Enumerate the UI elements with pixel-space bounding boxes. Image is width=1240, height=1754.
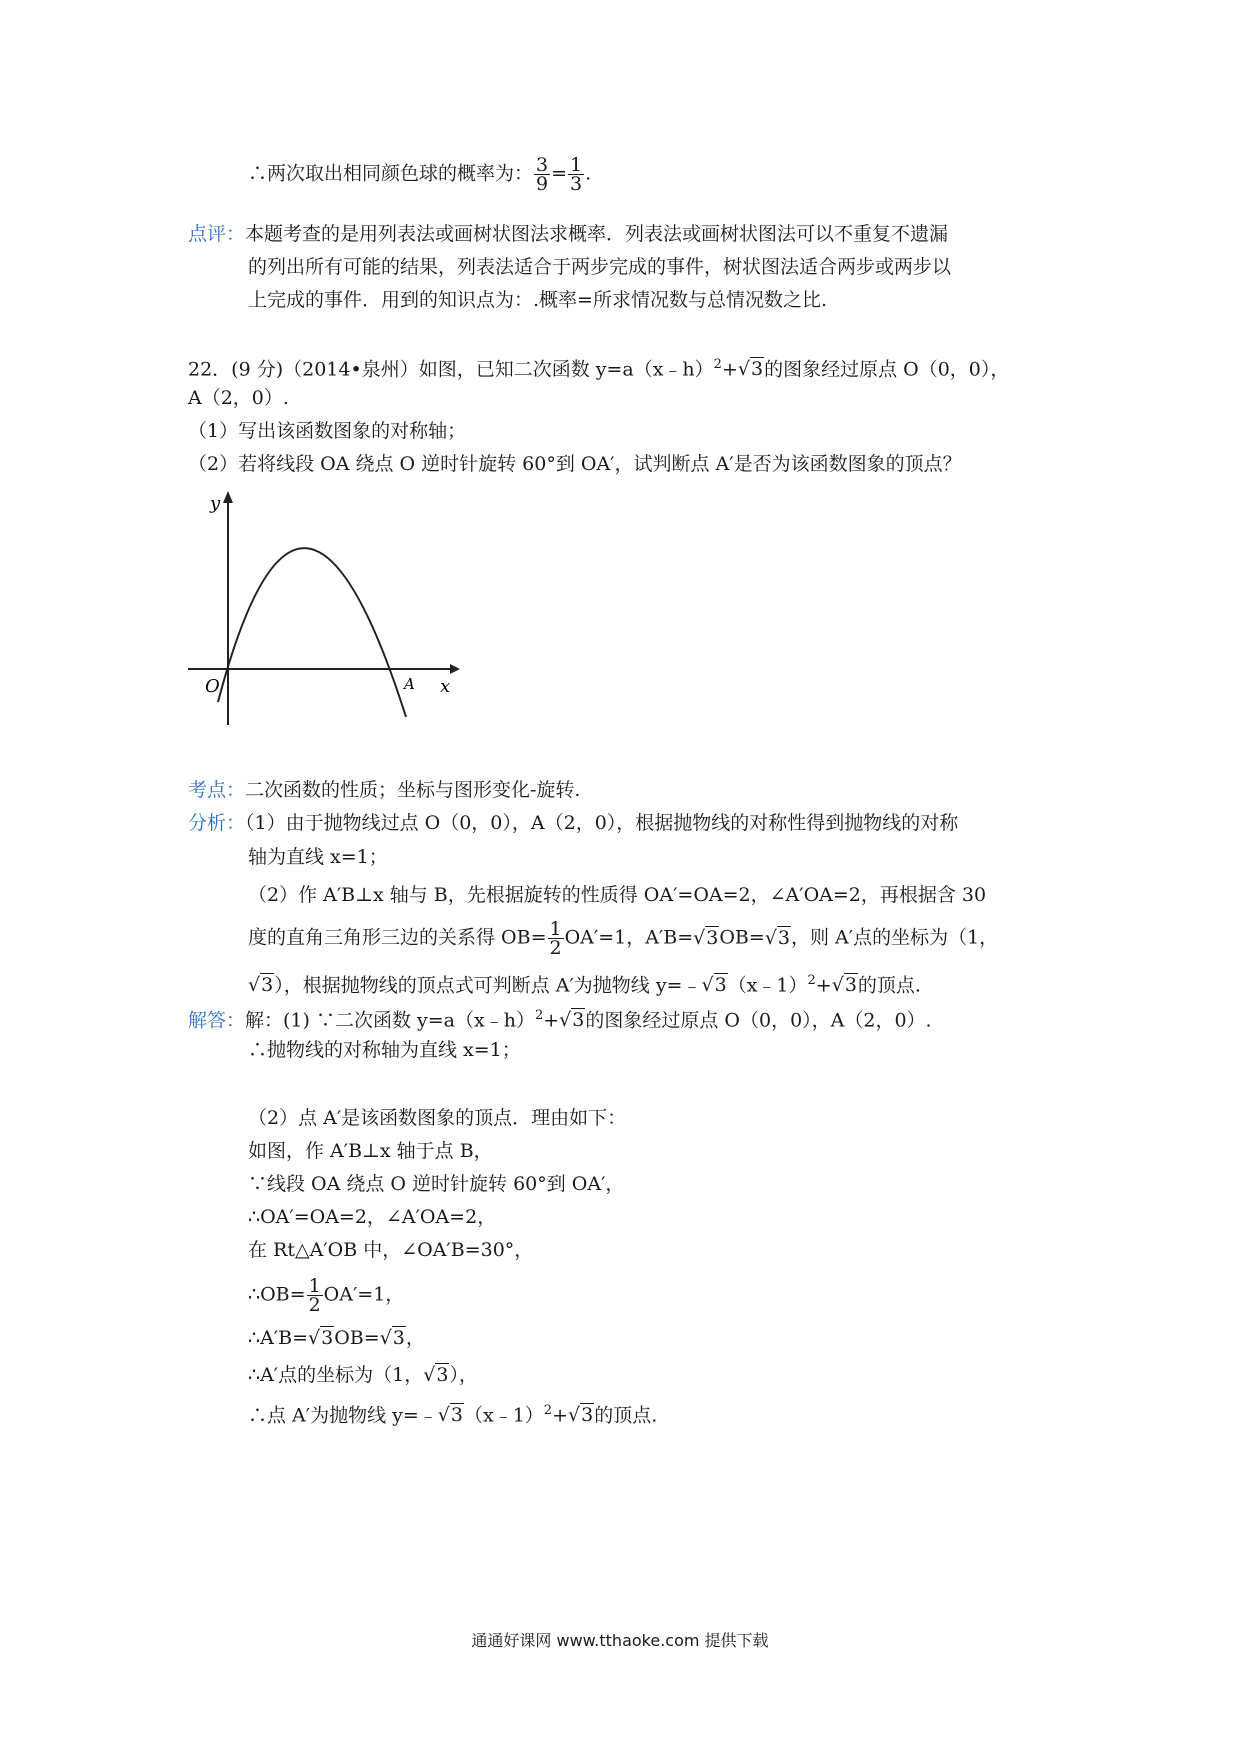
jieda-line-1: 解答：解：(1) ∵二次函数 y=a（x﹣h）$^2$+√3的图象经过原点 O（0，0），A（2，0）. <box>188 1001 932 1035</box>
sqrt-3: √3 <box>423 1364 449 1386</box>
sqrt-3: √3 <box>693 926 719 949</box>
sqrt-3: √3 <box>568 1404 594 1427</box>
x-axis-label: x <box>440 676 451 697</box>
jieda-line-10: ∴A′点的坐标为（1，√3）， <box>248 1360 478 1390</box>
y-axis-arrow <box>223 491 233 503</box>
jieda-line-9: ∴A′B=√3OB=√3， <box>248 1323 425 1353</box>
parabola-curve <box>218 548 406 717</box>
sqrt-3: √3 <box>831 974 857 997</box>
sqrt-3: √3 <box>437 1404 463 1427</box>
point-a-label: A <box>404 675 415 693</box>
sqrt-3: √3 <box>308 1327 334 1349</box>
fraction-one-half: $\frac{1}{2}$ <box>549 918 562 959</box>
jieda-line-4: 如图，作 A′B⊥x 轴于点 B， <box>248 1140 493 1162</box>
problem-statement-line-2: A（2，0）. <box>188 387 289 409</box>
jieda-line-3: （2）点 A′是该函数图象的顶点．理由如下： <box>248 1107 627 1129</box>
fenxi-line-4: 度的直角三角形三边的关系得 OB= $\frac{1}{2}$ OA′=1，A′B=√3OB=√3，则 A′点的坐标为（1， <box>248 918 999 959</box>
fraction-1-3: $\frac{1}{3}$ <box>570 154 583 195</box>
footer-source: 通通好课网 www.tthaoke.com 提供下载 <box>471 1631 769 1650</box>
sqrt-3: √3 <box>737 358 764 381</box>
parabola-figure <box>188 487 460 727</box>
sqrt-3: √3 <box>559 1009 585 1032</box>
fenxi-line-3: （2）作 A′B⊥x 轴与 B，先根据旋转的性质得 OA′=OA=2，∠A′OA=2，再根据含 30 <box>248 884 987 906</box>
jieda-line-2: ∴抛物线的对称轴为直线 x=1； <box>248 1039 521 1061</box>
jieda-line-7: 在 Rt△A′OB 中，∠OA′B=30°， <box>248 1239 534 1261</box>
jieda-tag: 解答： <box>188 1009 246 1032</box>
sqrt-3: √3 <box>248 974 274 997</box>
review-line-2: 的列出所有可能的结果，列表法适合于两步完成的事件，树状图法适合两步或两步以 <box>248 256 952 278</box>
review-tag: 点评： <box>188 223 246 245</box>
question-2: （2）若将线段 OA 绕点 O 逆时针旋转 60°到 OA′，试判断点 A′是否为该函数图象的顶点？ <box>188 453 962 475</box>
fenxi-line-5: √3），根据抛物线的顶点式可判断点 A′为抛物线 y=﹣√3（x﹣1）$^2$+√3的顶点. <box>248 966 921 1000</box>
fenxi-tag: 分析： <box>188 812 246 834</box>
jieda-line-11: ∴点 A′为抛物线 y=﹣√3（x﹣1）$^2$+√3的顶点. <box>248 1396 657 1430</box>
kaodian-line: 考点：二次函数的性质；坐标与图形变化-旋转. <box>188 779 581 801</box>
fraction-3-9: $\frac{3}{9}$ <box>536 154 549 195</box>
question-1: （1）写出该函数图象的对称轴； <box>188 420 467 442</box>
problem-statement-line-1: 22．(9 分)（2014•泉州）如图，已知二次函数 y=a（x﹣h）$^2$+√3的图象经过原点 O（0，0）， <box>188 350 1009 384</box>
origin-label: O <box>205 676 220 697</box>
fenxi-line-1: 分析：（1）由于抛物线过点 O（0，0），A（2，0），根据抛物线的对称性得到抛物线的对称 <box>188 812 959 834</box>
review-line-3: 上完成的事件．用到的知识点为：.概率=所求情况数与总情况数之比. <box>248 289 828 311</box>
jieda-line-6: ∴OA′=OA=2，∠A′OA=2， <box>248 1206 497 1228</box>
review-line-1: 点评：本题考查的是用列表法或画树状图法求概率．列表法或画树状图法可以不重复不遗漏 <box>188 223 949 245</box>
sqrt-3: √3 <box>701 974 727 997</box>
fenxi-line-2: 轴为直线 x=1； <box>248 846 388 868</box>
sqrt-3: √3 <box>379 1327 405 1349</box>
jieda-line-8: ∴OB= $\frac{1}{2}$ OA′=1， <box>248 1275 405 1316</box>
x-axis-arrow <box>450 664 460 674</box>
sqrt-3: √3 <box>764 926 791 949</box>
y-axis-label: y <box>210 493 221 514</box>
fraction-one-half: $\frac{1}{2}$ <box>308 1275 321 1316</box>
probability-conclusion: ∴两次取出相同颜色球的概率为： $\frac{3}{9}$ = $\frac{1}{3}$ . <box>248 154 592 195</box>
jieda-line-5: ∵线段 OA 绕点 O 逆时针旋转 60°到 OA′， <box>248 1173 625 1195</box>
kaodian-tag: 考点： <box>188 779 246 801</box>
